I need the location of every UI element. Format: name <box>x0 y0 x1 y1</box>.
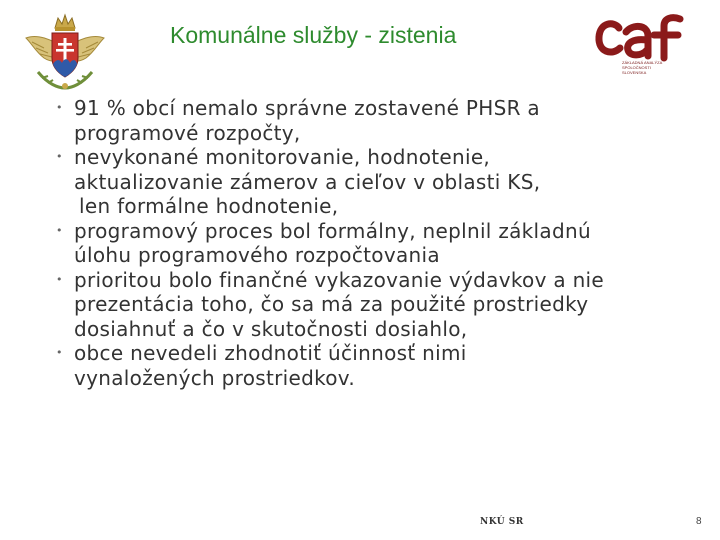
list-item-line: len formálne hodnotenie, <box>79 194 339 218</box>
coat-of-arms-icon <box>22 8 108 94</box>
caf-caption-line: SLOVENSKA <box>622 70 647 75</box>
bullet-dot-icon: • <box>56 101 63 114</box>
list-item-line: prezentácia toho, čo sa má za použité prostriedky <box>74 292 589 316</box>
list-item <box>56 219 696 268</box>
bullet-dot-icon: • <box>56 272 63 286</box>
footer-label: NKÚ SR <box>480 517 524 527</box>
list-item-line: aktualizovanie zámerov a cieľov v oblasti KS, <box>74 169 541 194</box>
list-item-line: úlohu programového rozpočtovania <box>74 243 440 267</box>
list-item-line: 91 % obcí nemalo správne zostavené PHSR a <box>74 96 540 120</box>
bullet-dot-icon: • <box>56 346 63 359</box>
list-item-line: nevykonané monitorovanie, hodnotenie, <box>74 145 491 169</box>
list-item <box>56 341 696 390</box>
list-item-line: programové rozpočty, <box>74 120 301 145</box>
page-number: 8 <box>696 516 702 527</box>
list-item <box>56 145 696 219</box>
list-item-line: dosiahnuť a čo v skutočnosti dosiahlo, <box>74 316 468 341</box>
caf-caption-line: ZÁKLADNÁ ANALÝZA SPOLOČNOSTI <box>622 60 663 70</box>
caf-logo-caption <box>622 60 686 75</box>
bullet-dot-icon: • <box>56 223 63 237</box>
list-item <box>56 268 696 342</box>
list-item <box>56 96 696 145</box>
list-item-line: prioritou bolo finančné vykazovanie výdavkov a nie <box>74 267 605 292</box>
list-item-line: obce nevedeli zhodnotiť účinnosť nimi <box>74 341 467 365</box>
findings-list <box>56 96 696 390</box>
list-item-line: vynaložených prostriedkov. <box>74 365 356 390</box>
bullet-dot-icon: • <box>56 150 63 163</box>
list-item-line: programový proces bol formálny, neplnil základnú <box>74 218 591 243</box>
page-title: Komunálne služby - zistenia <box>170 22 457 48</box>
